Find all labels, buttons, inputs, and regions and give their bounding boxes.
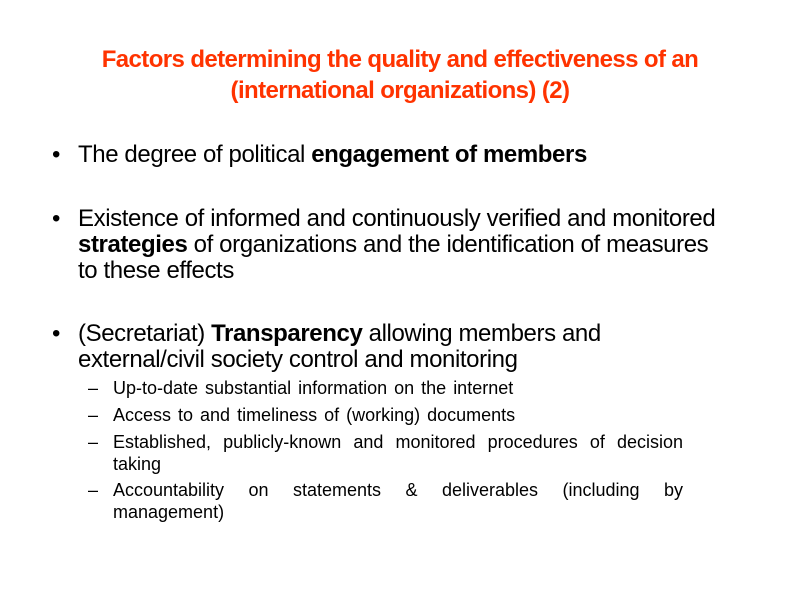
sub-item-dash: – — [88, 405, 99, 425]
bullet-emphasis: strategies — [78, 231, 188, 258]
bullet-emphasis: Transparency — [211, 320, 363, 347]
bullet-emphasis: engagement of members — [311, 141, 587, 168]
sub-item-text: Access to and timeliness of (working) documents — [113, 405, 516, 425]
sub-item-dash: – — [88, 378, 99, 398]
bullet-marker: • — [52, 320, 61, 347]
slide-title-line-1: Factors determining the quality and effectiveness of an — [101, 46, 699, 73]
sub-item-dash: – — [88, 480, 99, 500]
sub-item-text: Established, publicly-known and monitored procedures of decision taking — [113, 432, 683, 474]
bullet-marker: • — [52, 141, 61, 168]
bullet-text: (Secretariat) — [78, 320, 212, 347]
sub-item-text: Accountability on statements & deliverables (including by management) — [113, 480, 683, 522]
slide-title-line-2: (international organizations) (2) — [230, 77, 570, 104]
sub-item-dash: – — [88, 432, 99, 452]
bullet-text-tail: allowing members and external/civil society control and monitoring — [78, 320, 601, 373]
bullet-text: Existence of informed and continuously verified and monitored — [78, 205, 716, 232]
slide-title — [40, 44, 760, 106]
sub-item-text: Up-to-date substantial information on the internet — [113, 378, 514, 398]
bullet-text-tail: of organizations and the identification of measures to these effects — [78, 231, 709, 284]
bullet-text: The degree of political — [78, 141, 312, 168]
bullet-marker: • — [52, 205, 61, 232]
